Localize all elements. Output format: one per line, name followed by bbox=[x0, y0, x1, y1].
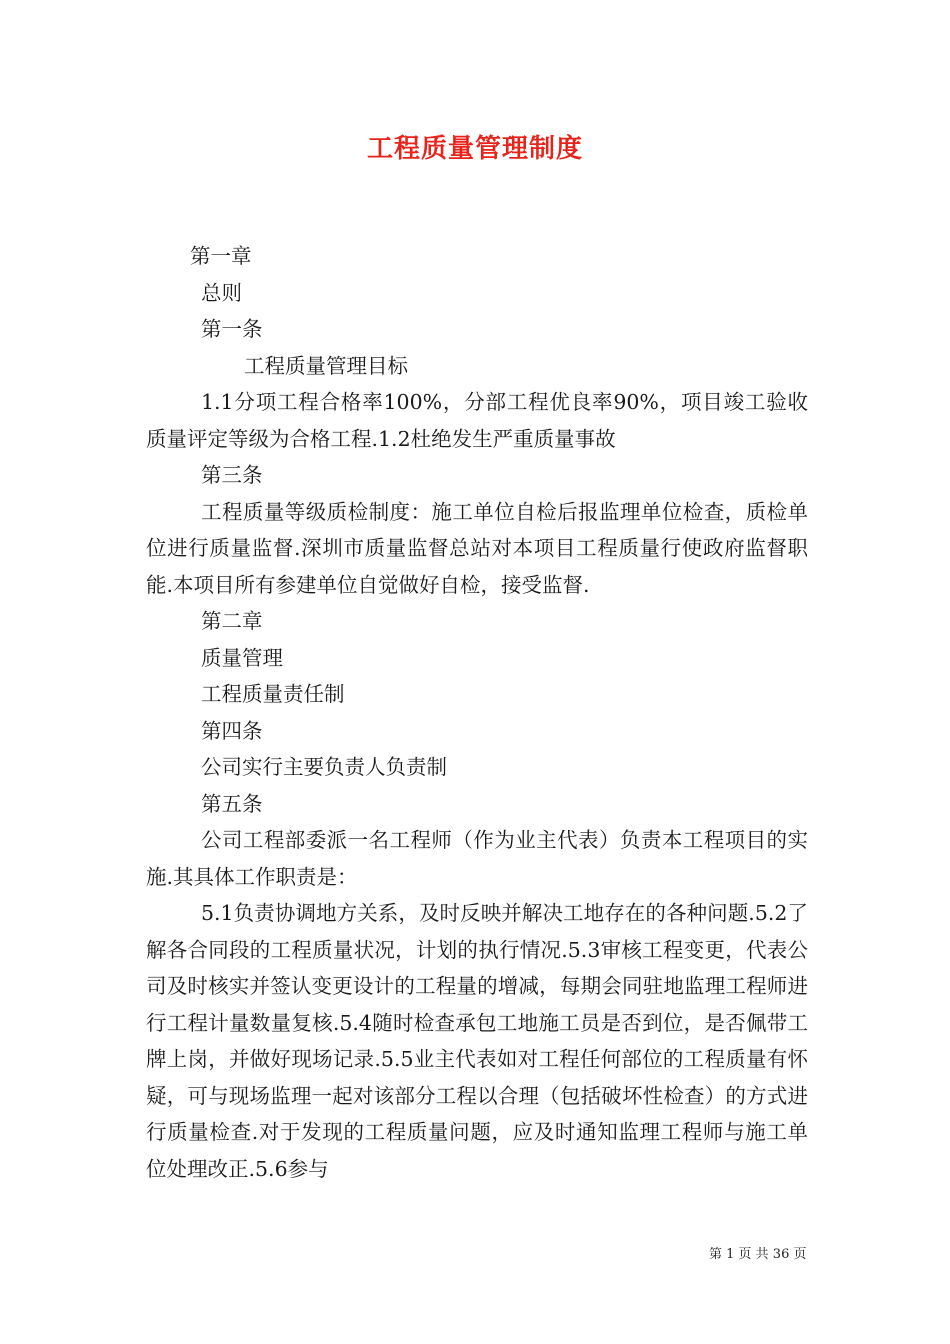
heading-line: 第二章 bbox=[201, 609, 263, 633]
heading-line: 工程质量责任制 bbox=[201, 682, 345, 706]
heading-line: 第一章 bbox=[190, 244, 252, 268]
document-body bbox=[146, 238, 808, 1187]
heading-line: 总则 bbox=[201, 280, 242, 305]
paragraph: 5.1负责协调地方关系，及时反映并解决工地存在的各种问题.5.2了解各合同段的工程质量状况，计划的执行情况.5.3审核工程变更，代表公司及时核实并签认变更设计的工程量的增减，每期会同驻地监理工程师进行工程计量数量复核.5.4随时检查承包工地施工员是否到位，是否佩带工牌上岗，并做好现场记录.5.5业主代表如对工程任何部位的工程质量有怀疑，可与现场监理一起对该部分工程以合理（包括破坏性检查）的方式进行质量检查.对于发现的工程质量问题，应及时通知监理工程师与施工单位处理改正.5.6参与 bbox=[146, 901, 808, 1181]
page-number: 第 1 页 共 36 页 bbox=[709, 1247, 807, 1262]
heading-line: 第三条 bbox=[201, 463, 263, 487]
heading-line: 公司实行主要负责人负责制 bbox=[201, 755, 447, 779]
document-title: 工程质量管理制度 bbox=[366, 134, 583, 164]
heading-line: 第一条 bbox=[201, 317, 263, 341]
heading-line: 质量管理 bbox=[201, 645, 283, 670]
paragraph: 公司工程部委派一名工程师（作为业主代表）负责本工程项目的实施.其具体工作职责是： bbox=[146, 828, 808, 889]
heading-line: 第五条 bbox=[201, 791, 263, 816]
paragraph: 1.1分项工程合格率100%，分部工程优良率90%，项目竣工验收质量评定等级为合格工程.1.2杜绝发生严重质量事故 bbox=[146, 390, 808, 451]
heading-line: 工程质量管理目标 bbox=[244, 353, 408, 378]
heading-line: 第四条 bbox=[201, 718, 263, 743]
paragraph: 工程质量等级质检制度：施工单位自检后报监理单位检查，质检单位进行质量监督.深圳市质量监督总站对本项目工程质量行使政府监督职能.本项目所有参建单位自觉做好自检，接受监督. bbox=[146, 499, 808, 597]
